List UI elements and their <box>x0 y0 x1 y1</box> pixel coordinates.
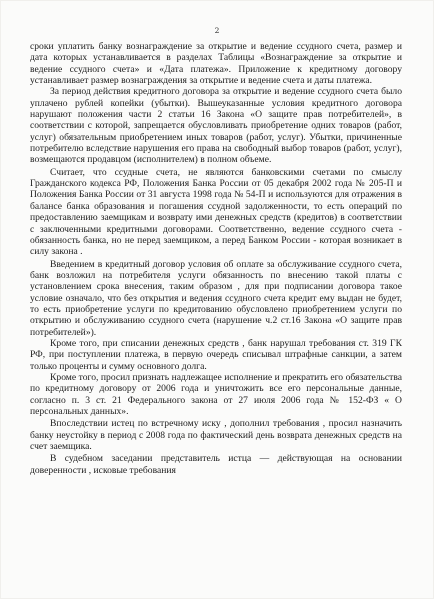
paragraph-6: Кроме того, просил признать надлежащее исполнение и прекратить его обязательства по кредитному договору от 2006 года и уничтожить все его персональные данные, согласно п. 3 ст. 21 Федерального закона от 27 июля 2006 года № 152-ФЗ « О персональных данных». <box>30 371 402 417</box>
document-body <box>30 41 402 476</box>
paragraph-5: Кроме того, при списании денежных средств , банк нарушал требования ст. 319 ГК РФ, при поступлении платежа, в первую очередь списывал штрафные санкции, а затем только проценты и сумму основного долга. <box>30 337 402 372</box>
paragraph-7: Впоследствии истец по встречному иску , дополнил требования , просил назначить банку неустойку в период с 2008 года по фактический день возврата денежных средств на счет заемщика. <box>30 418 402 453</box>
paragraph-1: сроки уплатить банку вознаграждение за открытие и ведение ссудного счета, размер и дата которых устанавливается в разделах Таблицы «Вознаграждение за открытие и ведение ссудного счета» и «Дата платежа». Приложение к кредитному договору устанавливает размер вознаграждения за открытие и ведение счета и даты платежа. <box>30 41 402 87</box>
paragraph-2: За период действия кредитного договора за открытие и ведение ссудного счета было уплачено рублей копейки (убытки). Вышеуказанные условия кредитного договора нарушают положения части 2 статьи 16 Закона «О защите прав потребителей», в соответствии с которой, запрещается обусловливать приобретение одних товаров (работ, услуг) обязательным приобретением иных товаров (работ, услуг). Убытки, причиненные потребителю вследствие нарушения его права на свободный выбор товаров (работ, услуг), возмещаются продавцом (исполнителем) в полном объеме. <box>30 86 402 166</box>
paragraph-3: Считает, что ссудные счета, не являются банковскими счетами по смыслу Гражданского кодекса РФ, Положения Банка России от 05 декабря 2002 года № 205-П и Положения Банка России от 31 августа 1998 года № 54-П и используются для отражения в балансе банка образования и погашения ссудной задолженности, то есть операций по предоставлению заемщикам и возврату ими денежных средств (кредитов) в соответствии с заключенными кредитными договорами. Соответственно, ведение ссудного счета - обязанность банка, но не перед заемщиком, а перед Банком России - которая возникает в силу закона . <box>30 166 402 258</box>
page-number: 2 <box>214 26 220 35</box>
paragraph-8: В судебном заседании представитель истца — действующая на основании доверенности , исковые требования <box>30 453 402 476</box>
paragraph-4: Введением в кредитный договор условия об оплате за обслуживание ссудного счета, банк возложил на потребителя услуги обязанность по внесению такой платы с установлением срока внесения, таким образом , для при подписании договора такое условие означало, что без открытия и ведения ссудного счета кредит ему выдан не будет, то есть приобретение услуги по кредитованию обусловлено приобретением услуги по открытию и обслуживанию ссудного счета (нарушение ч.2 ст.16 Закона «О защите прав потребителей»). <box>30 258 402 338</box>
